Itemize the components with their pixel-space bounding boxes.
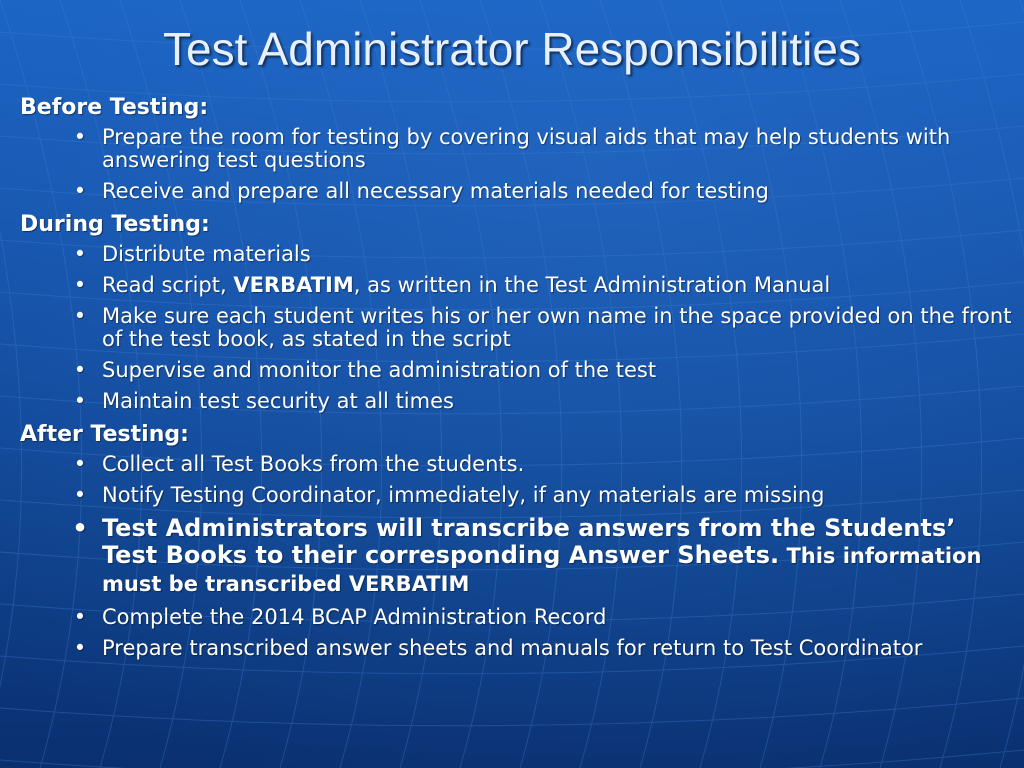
- list-item-text: Prepare transcribed answer sheets and manuals for return to Test Coordinator: [102, 636, 923, 660]
- list-item-text-post: , as written in the Test Administration Manual: [353, 273, 831, 297]
- list-item: [20, 484, 1015, 507]
- grid-line: [0, 0, 22, 768]
- list-item-text-pre: Read script,: [102, 273, 234, 297]
- bullet-icon: •: [73, 125, 87, 149]
- list-item: [20, 359, 1015, 382]
- bullet-icon: •: [73, 605, 87, 629]
- list-item-text: Collect all Test Books from the students.: [102, 452, 525, 476]
- section-heading: During Testing:: [20, 212, 210, 237]
- bullet-icon: •: [73, 452, 87, 476]
- list-item: [20, 390, 1015, 413]
- bullet-icon: •: [73, 304, 87, 328]
- bullet-icon: •: [73, 636, 87, 660]
- list-item: [20, 180, 1015, 203]
- bullet-list: [20, 243, 1015, 413]
- list-item: [20, 243, 1015, 266]
- section-heading: After Testing:: [20, 422, 189, 447]
- list-item: [20, 637, 1015, 660]
- list-item-text: Make sure each student writes his or her own name in the space provided on the front of the test book, as stated in the script: [102, 304, 1012, 351]
- emphasis-verbatim: VERBATIM: [233, 273, 354, 297]
- list-item-text: Complete the 2014 BCAP Administration Record: [102, 605, 607, 629]
- section-heading: Before Testing:: [20, 95, 209, 120]
- list-item-text: Supervise and monitor the administration of the test: [102, 358, 657, 382]
- list-item: [20, 126, 1015, 172]
- section-before-testing: [20, 94, 1015, 203]
- list-item-emphasized: [20, 515, 1015, 598]
- bullet-icon: •: [73, 483, 87, 507]
- bullet-icon: •: [73, 358, 87, 382]
- bullet-icon: •: [73, 179, 87, 203]
- section-after-testing: [20, 421, 1015, 660]
- list-item-text: Distribute materials: [102, 242, 311, 266]
- list-item: [20, 453, 1015, 476]
- bullet-icon: •: [73, 242, 87, 266]
- list-item-text-main: Test Administrators will transcribe answers from the Students’ Test Books to their corresponding Answer Sheets.: [102, 514, 956, 569]
- grid-line: [1020, 0, 1024, 768]
- grid-line: [0, 750, 1024, 768]
- bullet-icon: •: [72, 514, 88, 542]
- list-item-text-tail: This information must be transcribed VERBATIM: [102, 544, 982, 596]
- section-during-testing: [20, 211, 1015, 413]
- slide-body: [20, 94, 1015, 668]
- bullet-list: [20, 453, 1015, 660]
- list-item: [20, 305, 1015, 351]
- list-item-text: Maintain test security at all times: [102, 389, 454, 413]
- bullet-icon: •: [73, 273, 87, 297]
- bullet-list: [20, 126, 1015, 203]
- bullet-icon: •: [73, 389, 87, 413]
- list-item-text: Notify Testing Coordinator, immediately, if any materials are missing: [102, 483, 825, 507]
- list-item-text: Receive and prepare all necessary materials needed for testing: [102, 179, 769, 203]
- list-item: [20, 274, 1015, 297]
- list-item: [20, 606, 1015, 629]
- list-item-text: Prepare the room for testing by covering visual aids that may help students with answering test questions: [102, 125, 951, 172]
- grid-line: [0, 698, 1024, 726]
- slide-title: Test Administrator Responsibilities: [163, 23, 861, 75]
